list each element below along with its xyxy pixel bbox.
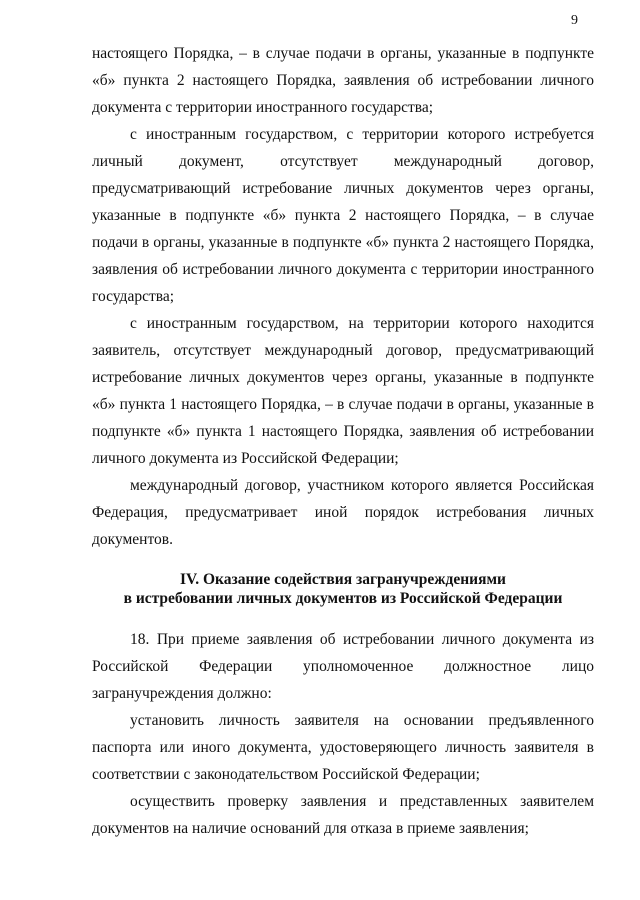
paragraph: с иностранным государством, с территории которого истребуется личный документ, отсутствует международный договор, предусматривающий истребование личных документов через органы, указанные в подпункте «б» пункта 2 настоящего Порядка, – в случае подачи в органы, указанные в подпункте «б» пункта 2 настоящего Порядка, заявления об истребовании личного документа с территории иностранного государства; [92,126,594,305]
paragraph: осуществить проверку заявления и представленных заявителем документов на наличие оснований для отказа в приеме заявления; [92,793,594,837]
paragraph: 18. При приеме заявления об истребовании личного документа из Российской Федерации уполномоченное должностное лицо загранучреждения должно: [92,631,594,702]
paragraph: с иностранным государством, на территории которого находится заявитель, отсутствует международный договор, предусматривающий истребование личных документов через органы, указанные в подпункте «б» пункта 1 настоящего Порядка, – в случае подачи в органы, указанные в подпункте «б» пункта 1 настоящего Порядка, заявления об истребовании личного документа из Российской Федерации; [92,315,594,467]
section-heading-line-1: IV. Оказание содействия загранучреждениями [180,571,506,588]
paragraph: установить личность заявителя на основании предъявленного паспорта или иного документа, удостоверяющего личность заявителя в соответствии с законодательством Российской Федерации; [92,712,594,783]
paragraph: международный договор, участником которого является Российская Федерация, предусматривает иной порядок истребования личных документов. [92,477,594,548]
section-heading [92,570,594,608]
document-body [92,40,594,842]
section-heading-line-2: в истребовании личных документов из Российской Федерации [123,590,563,607]
paragraph-continuation: настоящего Порядка, – в случае подачи в органы, указанные в подпункте «б» пункта 2 настоящего Порядка, заявления об истребовании личного документа с территории иностранного государства; [92,45,594,116]
page-number: 9 [571,13,578,28]
